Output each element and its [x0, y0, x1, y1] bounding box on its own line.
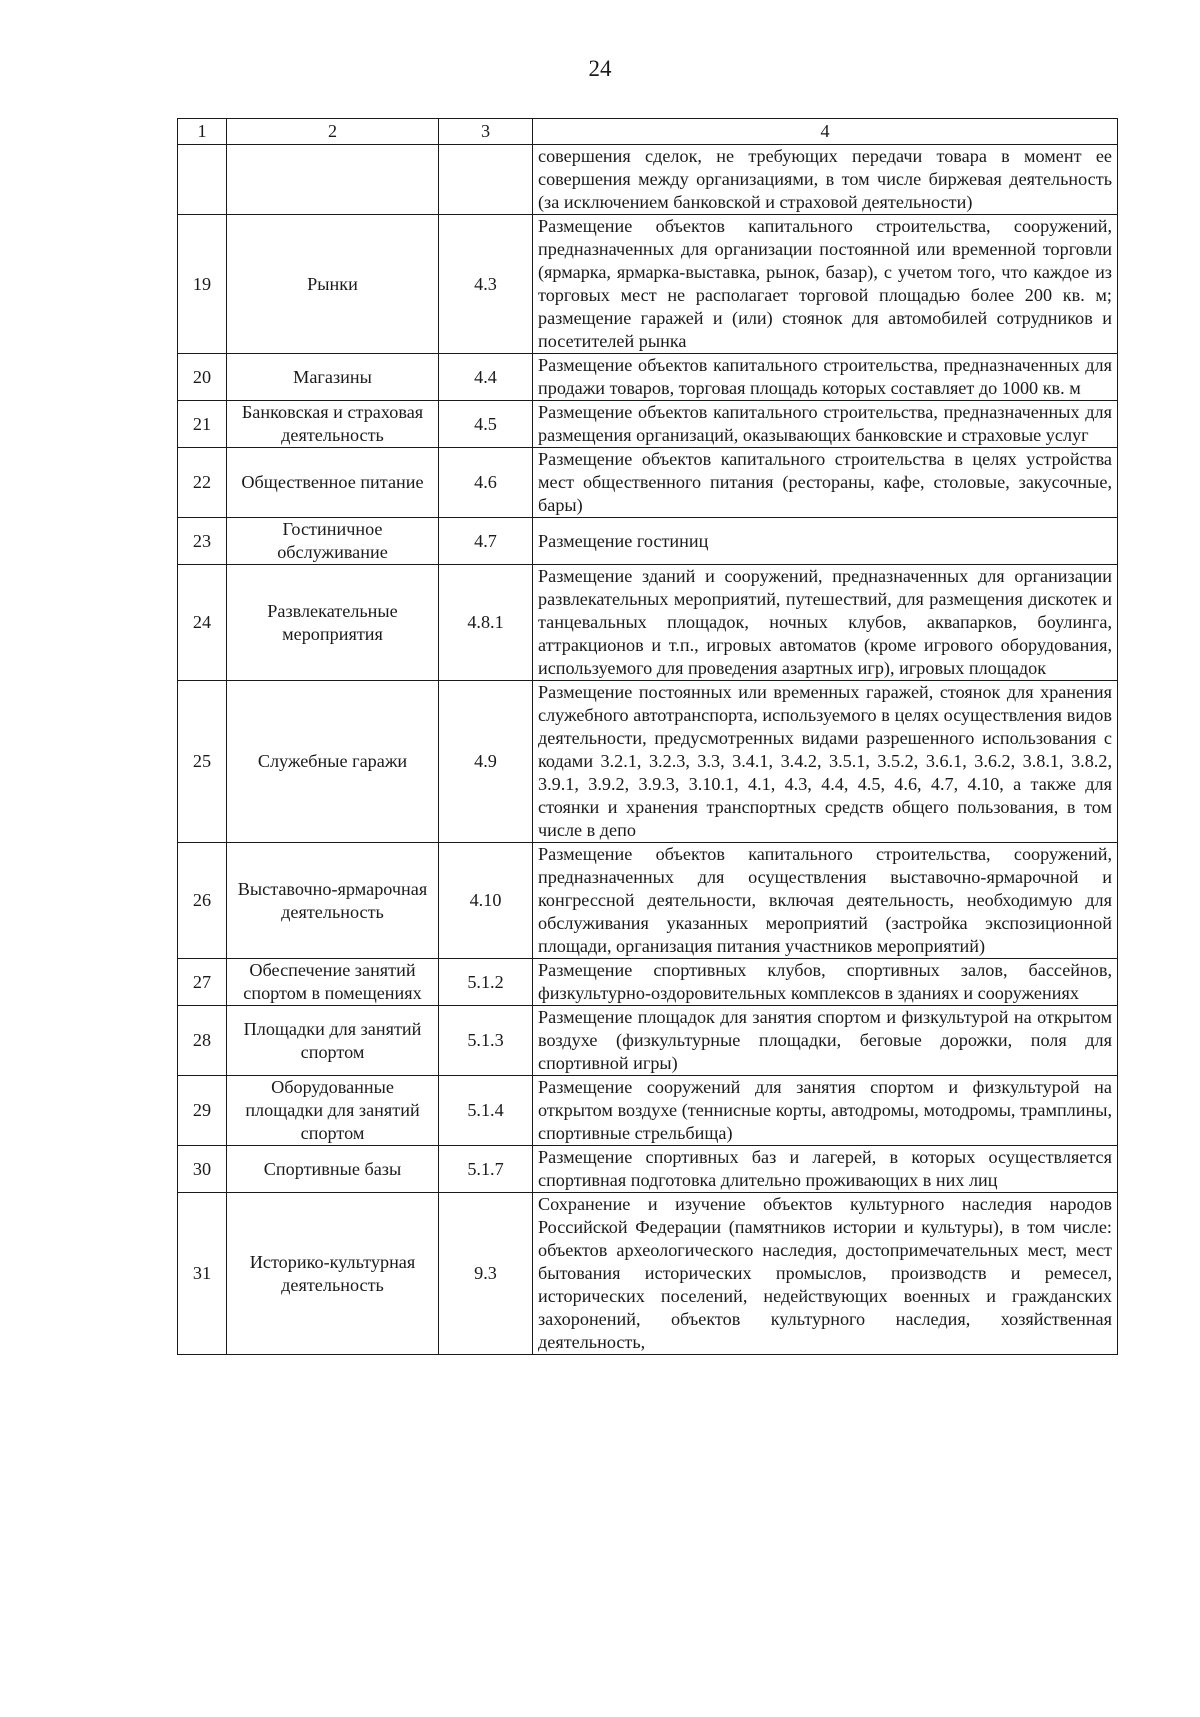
table-row: [178, 145, 1118, 215]
row-name: Историко-культурная деятельность: [227, 1193, 439, 1355]
row-number: 23: [178, 518, 227, 565]
row-number: 27: [178, 959, 227, 1006]
row-number: 26: [178, 843, 227, 959]
row-code: 4.6: [439, 448, 533, 518]
row-code: 5.1.3: [439, 1006, 533, 1076]
row-code: 4.3: [439, 215, 533, 354]
table-row: [178, 565, 1118, 681]
row-number: 30: [178, 1146, 227, 1193]
column-header-number: 1: [178, 119, 227, 145]
land-use-table: [177, 118, 1118, 1355]
column-header-name: 2: [227, 119, 439, 145]
row-name: Развлекательные мероприятия: [227, 565, 439, 681]
row-code: 9.3: [439, 1193, 533, 1355]
row-name: Гостиничное обслуживание: [227, 518, 439, 565]
row-number: 19: [178, 215, 227, 354]
row-code: 4.4: [439, 354, 533, 401]
table-row: [178, 215, 1118, 354]
row-number: 31: [178, 1193, 227, 1355]
row-number: [178, 145, 227, 215]
row-description: Размещение объектов капитального строительства, предназначенных для размещения организаций, оказывающих банковские и страховые услуг: [533, 401, 1118, 448]
row-description: Размещение постоянных или временных гаражей, стоянок для хранения служебного автотранспорта, используемого в целях осуществления видов деятельности, предусмотренных видами разрешенного использования с кодами 3.2.1, 3.2.3, 3.3, 3.4.1, 3.4.2, 3.5.1, 3.5.2, 3.6.1, 3.6.2, 3.8.1, 3.8.2, 3.9.1, 3.9.2, 3.9.3, 3.10.1, 4.1, 4.3, 4.4, 4.5, 4.6, 4.7, 4.10, а также для стоянки и хранения транспортных средств общего пользования, в том числе в депо: [533, 681, 1118, 843]
table-header-row: [178, 119, 1118, 145]
page-number: 24: [588, 56, 612, 81]
row-code: 4.9: [439, 681, 533, 843]
row-number: 21: [178, 401, 227, 448]
row-number: 28: [178, 1006, 227, 1076]
table-row: [178, 959, 1118, 1006]
row-description: Размещение площадок для занятия спортом и физкультурой на открытом воздухе (физкультурные площадки, беговые дорожки, поля для спортивной игры): [533, 1006, 1118, 1076]
row-description: Размещение сооружений для занятия спортом и физкультурой на открытом воздухе (теннисные корты, автодромы, мотодромы, трамплины, спортивные стрельбища): [533, 1076, 1118, 1146]
row-description: Размещение спортивных клубов, спортивных залов, бассейнов, физкультурно-оздоровительных комплексов в зданиях и сооружениях: [533, 959, 1118, 1006]
row-code: 4.8.1: [439, 565, 533, 681]
row-number: 24: [178, 565, 227, 681]
table-row: [178, 448, 1118, 518]
row-number: 20: [178, 354, 227, 401]
row-name: Оборудованные площадки для занятий спортом: [227, 1076, 439, 1146]
column-header-description: 4: [533, 119, 1118, 145]
row-code: 5.1.4: [439, 1076, 533, 1146]
row-number: 29: [178, 1076, 227, 1146]
table-row: [178, 1076, 1118, 1146]
table-row: [178, 1193, 1118, 1355]
table-row: [178, 518, 1118, 565]
row-code: [439, 145, 533, 215]
row-name: Банковская и страховая деятельность: [227, 401, 439, 448]
row-name: Площадки для занятий спортом: [227, 1006, 439, 1076]
row-number: 25: [178, 681, 227, 843]
column-header-code: 3: [439, 119, 533, 145]
row-description: совершения сделок, не требующих передачи товара в момент ее совершения между организациями, в том числе биржевая деятельность (за исключением банковской и страховой деятельности): [533, 145, 1118, 215]
table-row: [178, 1006, 1118, 1076]
row-description: Размещение зданий и сооружений, предназначенных для организации развлекательных мероприятий, путешествий, для размещения дискотек и танцевальных площадок, ночных клубов, аквапарков, боулинга, аттракционов и т.п., игровых автоматов (кроме игрового оборудования, используемого для проведения азартных игр), игровых площадок: [533, 565, 1118, 681]
row-code: 4.7: [439, 518, 533, 565]
row-description: Размещение гостиниц: [533, 518, 1118, 565]
table-row: [178, 681, 1118, 843]
table-row: [178, 401, 1118, 448]
row-code: 5.1.7: [439, 1146, 533, 1193]
row-name: Обеспечение занятий спортом в помещениях: [227, 959, 439, 1006]
table-row: [178, 354, 1118, 401]
row-name: Рынки: [227, 215, 439, 354]
table-row: [178, 1146, 1118, 1193]
row-name: Выставочно-ярмарочная деятельность: [227, 843, 439, 959]
row-number: 22: [178, 448, 227, 518]
row-description: Размещение объектов капитального строительства, сооружений, предназначенных для организации постоянной или временной торговли (ярмарка, ярмарка-выставка, рынок, базар), с учетом того, что каждое из торговых мест не располагает торговой площадью более 200 кв. м; размещение гаражей и (или) стоянок для автомобилей сотрудников и посетителей рынка: [533, 215, 1118, 354]
row-name: Спортивные базы: [227, 1146, 439, 1193]
row-name: [227, 145, 439, 215]
row-description: Сохранение и изучение объектов культурного наследия народов Российской Федерации (памятников истории и культуры), в том числе: объектов археологического наследия, достопримечательных мест, мест бытования исторических промыслов, производств и ремесел, исторических поселений, недействующих военных и гражданских захоронений, объектов культурного наследия, хозяйственная деятельность,: [533, 1193, 1118, 1355]
row-name: Служебные гаражи: [227, 681, 439, 843]
row-name: Магазины: [227, 354, 439, 401]
row-description: Размещение объектов капитального строительства, предназначенных для продажи товаров, торговая площадь которых составляет до 1000 кв. м: [533, 354, 1118, 401]
row-description: Размещение объектов капитального строительства, сооружений, предназначенных для осуществления выставочно-ярмарочной и конгрессной деятельности, включая деятельность, необходимую для обслуживания указанных мероприятий (застройка экспозиционной площади, организация питания участников мероприятий): [533, 843, 1118, 959]
row-description: Размещение спортивных баз и лагерей, в которых осуществляется спортивная подготовка длительно проживающих в них лиц: [533, 1146, 1118, 1193]
row-name: Общественное питание: [227, 448, 439, 518]
row-code: 4.10: [439, 843, 533, 959]
row-code: 5.1.2: [439, 959, 533, 1006]
row-description: Размещение объектов капитального строительства в целях устройства мест общественного питания (рестораны, кафе, столовые, закусочные, бары): [533, 448, 1118, 518]
table-row: [178, 843, 1118, 959]
row-code: 4.5: [439, 401, 533, 448]
